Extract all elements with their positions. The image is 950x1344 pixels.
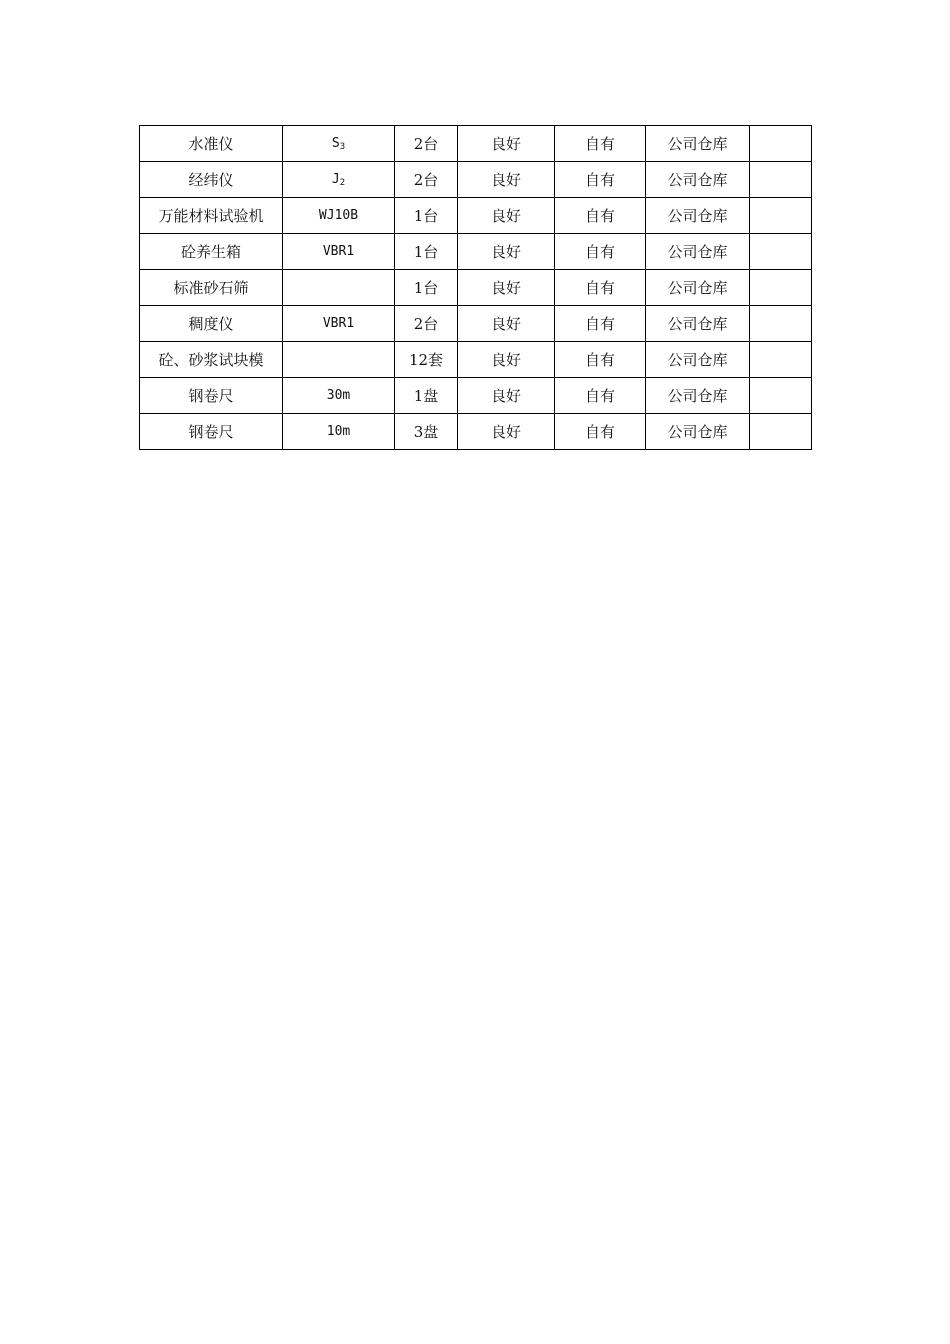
equipment-name: 稠度仪 bbox=[140, 306, 283, 342]
equipment-remark bbox=[750, 270, 812, 306]
equipment-location: 公司仓库 bbox=[646, 342, 750, 378]
equipment-quantity: 1盘 bbox=[395, 378, 458, 414]
table-row bbox=[140, 198, 812, 234]
model-subscript: 2 bbox=[339, 177, 346, 188]
equipment-remark bbox=[750, 342, 812, 378]
equipment-quantity: 3盘 bbox=[395, 414, 458, 450]
equipment-model bbox=[283, 378, 395, 414]
model-main: 10m bbox=[326, 423, 351, 439]
equipment-ownership: 自有 bbox=[555, 234, 646, 270]
model-main: J bbox=[331, 171, 340, 187]
model-main: S bbox=[331, 135, 340, 151]
equipment-name: 砼养生箱 bbox=[140, 234, 283, 270]
equipment-location: 公司仓库 bbox=[646, 414, 750, 450]
table-row bbox=[140, 270, 812, 306]
equipment-location: 公司仓库 bbox=[646, 198, 750, 234]
model-main: WJ10B bbox=[318, 207, 359, 223]
equipment-quantity: 2台 bbox=[395, 306, 458, 342]
equipment-quantity: 1台 bbox=[395, 198, 458, 234]
equipment-remark bbox=[750, 306, 812, 342]
equipment-ownership: 自有 bbox=[555, 198, 646, 234]
equipment-name: 钢卷尺 bbox=[140, 414, 283, 450]
equipment-condition: 良好 bbox=[458, 306, 555, 342]
equipment-name: 钢卷尺 bbox=[140, 378, 283, 414]
equipment-name: 标准砂石筛 bbox=[140, 270, 283, 306]
equipment-condition: 良好 bbox=[458, 342, 555, 378]
equipment-model bbox=[283, 126, 395, 162]
equipment-model bbox=[283, 342, 395, 378]
equipment-ownership: 自有 bbox=[555, 306, 646, 342]
equipment-condition: 良好 bbox=[458, 162, 555, 198]
equipment-remark bbox=[750, 162, 812, 198]
model-main: 30m bbox=[326, 387, 351, 403]
equipment-quantity: 12套 bbox=[395, 342, 458, 378]
model-main: VBR1 bbox=[322, 315, 355, 331]
equipment-location: 公司仓库 bbox=[646, 306, 750, 342]
equipment-model bbox=[283, 234, 395, 270]
table-row bbox=[140, 414, 812, 450]
table-row bbox=[140, 378, 812, 414]
equipment-model bbox=[283, 414, 395, 450]
equipment-quantity: 2台 bbox=[395, 126, 458, 162]
equipment-location: 公司仓库 bbox=[646, 378, 750, 414]
table-row bbox=[140, 234, 812, 270]
equipment-model bbox=[283, 162, 395, 198]
equipment-remark bbox=[750, 198, 812, 234]
equipment-condition: 良好 bbox=[458, 378, 555, 414]
equipment-table bbox=[139, 125, 812, 450]
equipment-condition: 良好 bbox=[458, 126, 555, 162]
equipment-remark bbox=[750, 414, 812, 450]
equipment-quantity: 2台 bbox=[395, 162, 458, 198]
equipment-model bbox=[283, 270, 395, 306]
equipment-location: 公司仓库 bbox=[646, 234, 750, 270]
equipment-name: 经纬仪 bbox=[140, 162, 283, 198]
equipment-ownership: 自有 bbox=[555, 126, 646, 162]
table-row bbox=[140, 126, 812, 162]
equipment-condition: 良好 bbox=[458, 414, 555, 450]
equipment-table-body bbox=[140, 126, 812, 450]
equipment-ownership: 自有 bbox=[555, 342, 646, 378]
equipment-condition: 良好 bbox=[458, 198, 555, 234]
model-main: VBR1 bbox=[322, 243, 355, 259]
table-row bbox=[140, 342, 812, 378]
equipment-model bbox=[283, 306, 395, 342]
equipment-quantity: 1台 bbox=[395, 270, 458, 306]
equipment-model bbox=[283, 198, 395, 234]
equipment-ownership: 自有 bbox=[555, 162, 646, 198]
model-subscript: 3 bbox=[339, 141, 346, 152]
equipment-name: 水准仪 bbox=[140, 126, 283, 162]
equipment-location: 公司仓库 bbox=[646, 126, 750, 162]
equipment-ownership: 自有 bbox=[555, 414, 646, 450]
equipment-remark bbox=[750, 378, 812, 414]
equipment-ownership: 自有 bbox=[555, 378, 646, 414]
equipment-remark bbox=[750, 126, 812, 162]
equipment-location: 公司仓库 bbox=[646, 270, 750, 306]
equipment-condition: 良好 bbox=[458, 270, 555, 306]
equipment-name: 砼、砂浆试块模 bbox=[140, 342, 283, 378]
equipment-condition: 良好 bbox=[458, 234, 555, 270]
equipment-remark bbox=[750, 234, 812, 270]
table-row bbox=[140, 306, 812, 342]
equipment-location: 公司仓库 bbox=[646, 162, 750, 198]
equipment-ownership: 自有 bbox=[555, 270, 646, 306]
equipment-name: 万能材料试验机 bbox=[140, 198, 283, 234]
equipment-quantity: 1台 bbox=[395, 234, 458, 270]
table-row bbox=[140, 162, 812, 198]
